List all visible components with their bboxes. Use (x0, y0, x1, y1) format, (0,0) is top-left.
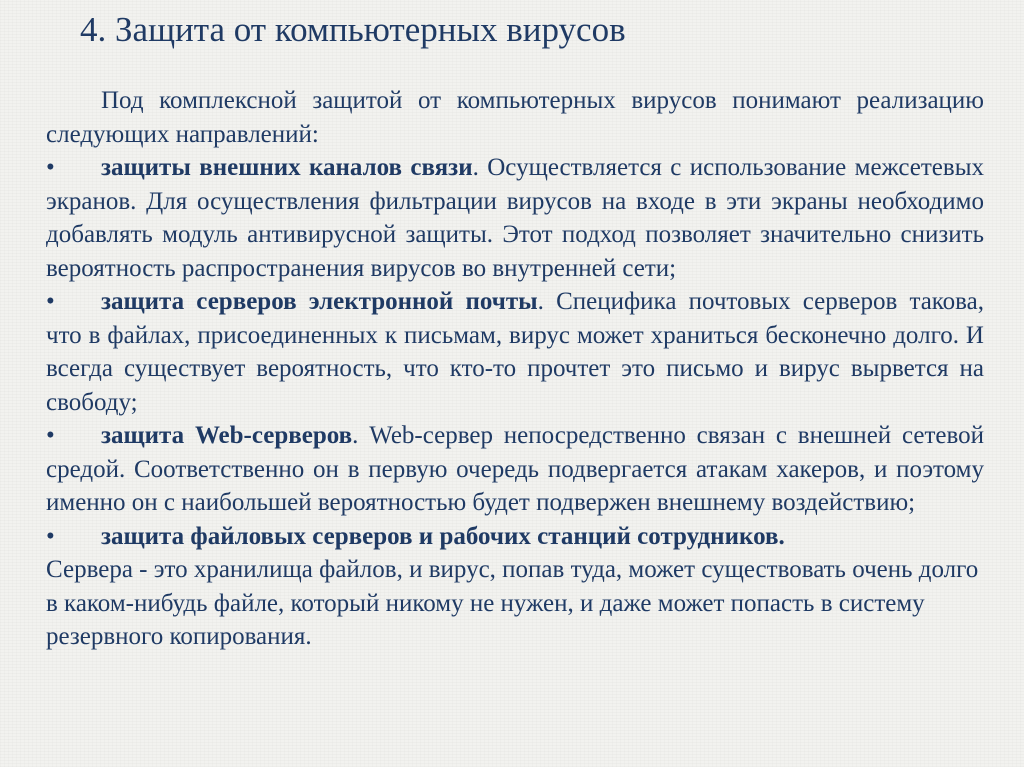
bullet-marker: • (46, 522, 55, 550)
bullet-item (46, 151, 984, 285)
slide-title: 4. Защита от компьютерных вирусов (80, 10, 626, 49)
bullet-marker: • (46, 154, 55, 181)
closing-paragraph: Сервера - это хранилища файлов, и вирус, попав туда, может существовать очень долго в каком-нибудь файле, который никому не нужен, и даже может попасть в систему резервного копирования. (46, 556, 979, 650)
bullet-item (46, 419, 984, 520)
bullet-item-bold: защита серверов электронной почты (101, 288, 538, 315)
bullet-item-text: . Web-сервер непосредственно связан с внешней сетевой средой. Соответственно он в первую очередь подвергается атакам хакеров, и поэтому именно он с наибольшей вероятностью будет подвержен внешнему воздействию; (46, 422, 984, 516)
bullet-marker: • (46, 422, 55, 449)
bullet-item (46, 520, 984, 554)
bullet-item-bold: защита файловых серверов и рабочих станций сотрудников. (101, 522, 785, 550)
intro-paragraph: Под комплексной защитой от компьютерных вирусов понимают реализацию следующих направлений: (46, 87, 984, 148)
bullet-marker: • (46, 288, 55, 315)
bullet-item-bold: защита Web-серверов (101, 422, 353, 449)
slide-body (46, 84, 984, 654)
bullet-item-bold: защиты внешних каналов связи (101, 154, 473, 181)
bullet-item (46, 285, 984, 419)
bullet-item-text: . Осуществляется с использование межсетевых экранов. Для осуществления фильтрации вирусов на входе в эти экраны необходимо добавлять модуль антивирусной защиты. Этот подход позволяет значительно снизить вероятность распространения вирусов во внутренней сети; (46, 154, 984, 282)
bullet-item-text: . Специфика почтовых серверов такова, что в файлах, присоединенных к письмам, вирус может храниться бесконечно долго. И всегда существует вероятность, что кто-то прочтет это письмо и вирус вырвется на свободу; (46, 288, 984, 416)
